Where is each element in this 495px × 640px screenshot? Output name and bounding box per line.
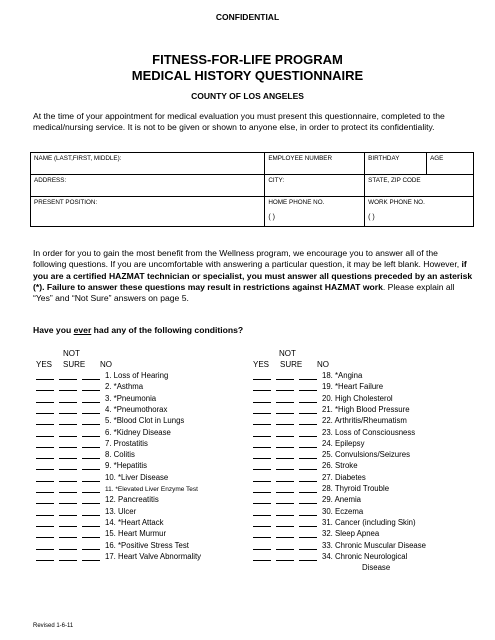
name-field[interactable]: NAME (LAST,FIRST, MIDDLE): [31, 153, 265, 175]
not-sure-answer-blank[interactable] [59, 542, 77, 550]
not-sure-answer-blank[interactable] [59, 429, 77, 437]
yes-answer-blank[interactable] [36, 451, 54, 459]
no-answer-blank[interactable] [82, 406, 100, 414]
no-answer-blank[interactable] [299, 417, 317, 425]
right-condition-row [253, 518, 416, 527]
right-condition-row [253, 484, 389, 493]
left-condition-row [36, 518, 164, 527]
left-yes-header: YES [36, 360, 53, 369]
left-condition-row [36, 371, 168, 380]
condition-label: Disease [362, 563, 391, 573]
not-sure-answer-blank[interactable] [276, 462, 294, 470]
home-phone-field[interactable]: HOME PHONE NO. ( ) [265, 197, 365, 227]
page-subtitle: MEDICAL HISTORY QUESTIONNAIRE [131, 68, 364, 83]
condition-label: 25. Convulsions/Seizures [322, 450, 410, 460]
condition-label: 34. Chronic Neurological [322, 551, 408, 561]
condition-label: 4. *Pneumothorax [105, 404, 168, 414]
condition-label: 19. *Heart Failure [322, 382, 384, 392]
revision-label: Revised 1-6-11 [33, 623, 74, 629]
left-condition-row [36, 541, 189, 550]
condition-label: 27. Diabetes [322, 472, 366, 482]
left-not-header: NOT [63, 349, 80, 358]
condition-label: 17. Heart Valve Abnormality [105, 551, 202, 561]
condition-label: 18. *Angina [322, 371, 363, 380]
left-sure-header: SURE [63, 360, 86, 369]
condition-label: 2. *Asthma [105, 382, 144, 392]
yes-answer-blank[interactable] [36, 508, 54, 516]
not-sure-answer-blank[interactable] [276, 451, 294, 459]
not-sure-answer-blank[interactable] [276, 485, 294, 493]
left-condition-row [36, 428, 171, 437]
condition-label: 30. Eczema [322, 506, 364, 516]
no-answer-blank[interactable] [299, 542, 317, 550]
yes-answer-blank[interactable] [253, 474, 271, 482]
not-sure-answer-blank[interactable] [59, 462, 77, 470]
condition-label: 23. Loss of Consciousness [322, 427, 416, 437]
left-condition-row [36, 416, 184, 425]
confidential-label: CONFIDENTIAL [215, 12, 280, 22]
no-answer-blank[interactable] [82, 429, 100, 437]
no-answer-blank[interactable] [82, 372, 100, 380]
left-condition-row [36, 529, 166, 538]
yes-answer-blank[interactable] [253, 395, 271, 403]
right-yes-header: YES [253, 360, 270, 369]
not-sure-answer-blank[interactable] [276, 542, 294, 550]
yes-answer-blank[interactable] [253, 462, 271, 470]
state-zip-field[interactable]: STATE, ZIP CODE [365, 175, 474, 197]
yes-answer-blank[interactable] [253, 383, 271, 391]
no-answer-blank[interactable] [299, 519, 317, 527]
not-sure-answer-blank[interactable] [276, 429, 294, 437]
yes-answer-blank[interactable] [253, 542, 271, 550]
right-condition-row [253, 541, 426, 550]
present-position-field[interactable]: PRESENT POSITION: [31, 197, 265, 227]
condition-label: 1. Loss of Hearing [105, 371, 169, 380]
right-condition-row [253, 416, 407, 425]
right-condition-row [253, 394, 393, 403]
no-answer-blank[interactable] [299, 553, 317, 561]
left-condition-row [36, 461, 147, 470]
right-condition-row [253, 473, 366, 482]
left-condition-row [36, 405, 167, 414]
left-condition-row [36, 473, 168, 482]
instructions-paragraph: In order for you to gain the most benefit from the Wellness program, we encourage you to answer all of the following questions. If you are uncomfortable with answering a particular question, it may be left blank. However, if you are a certified HAZMAT technician or specialist, you must answer all questions preceded by an asterisk (*). Failure to answer these questions may result in restrictions against HAZMAT work. Please explain all “Yes” and “Not Sure” answers on page 5. [33, 248, 473, 304]
not-sure-answer-blank[interactable] [59, 553, 77, 561]
not-sure-answer-blank[interactable] [59, 440, 77, 448]
not-sure-answer-blank[interactable] [276, 508, 294, 516]
yes-answer-blank[interactable] [253, 440, 271, 448]
not-sure-answer-blank[interactable] [59, 474, 77, 482]
not-sure-answer-blank[interactable] [59, 485, 77, 493]
yes-answer-blank[interactable] [36, 440, 54, 448]
yes-answer-blank[interactable] [36, 519, 54, 527]
right-sure-header: SURE [280, 360, 303, 369]
not-sure-answer-blank[interactable] [59, 451, 77, 459]
no-answer-blank[interactable] [82, 462, 100, 470]
condition-label: 11. *Elevated Liver Enzyme Test [105, 486, 198, 493]
not-sure-answer-blank[interactable] [59, 383, 77, 391]
right-condition-row [253, 529, 379, 538]
no-answer-blank[interactable] [82, 440, 100, 448]
birthday-field[interactable]: BIRTHDAY [365, 153, 427, 175]
no-answer-blank[interactable] [82, 508, 100, 516]
no-answer-blank[interactable] [82, 383, 100, 391]
no-answer-blank[interactable] [82, 519, 100, 527]
yes-answer-blank[interactable] [253, 406, 271, 414]
not-sure-answer-blank[interactable] [276, 519, 294, 527]
condition-label: 16. *Positive Stress Test [105, 540, 189, 550]
condition-label: 8. Colitis [105, 450, 135, 460]
right-condition-row [253, 439, 364, 448]
left-condition-row [36, 495, 159, 504]
no-answer-blank[interactable] [299, 508, 317, 516]
not-sure-answer-blank[interactable] [59, 406, 77, 414]
right-condition-row [253, 428, 415, 437]
condition-label: 21. *High Blood Pressure [322, 404, 410, 414]
yes-answer-blank[interactable] [36, 462, 54, 470]
not-sure-answer-blank[interactable] [59, 395, 77, 403]
yes-answer-blank[interactable] [36, 372, 54, 380]
not-sure-answer-blank[interactable] [59, 372, 77, 380]
no-answer-blank[interactable] [299, 406, 317, 414]
condition-label: 32. Sleep Apnea [322, 529, 380, 539]
not-sure-answer-blank[interactable] [276, 417, 294, 425]
condition-label: 6. *Kidney Disease [105, 427, 171, 437]
condition-label: 22. Arthritis/Rheumatism [322, 416, 407, 426]
no-answer-blank[interactable] [82, 474, 100, 482]
condition-label: 14. *Heart Attack [105, 517, 164, 527]
no-answer-blank[interactable] [299, 395, 317, 403]
yes-answer-blank[interactable] [253, 485, 271, 493]
yes-answer-blank[interactable] [36, 474, 54, 482]
age-field[interactable]: AGE [427, 153, 474, 175]
right-condition-row [253, 495, 361, 504]
no-answer-blank[interactable] [82, 496, 100, 504]
right-condition-row [253, 371, 362, 380]
yes-answer-blank[interactable] [36, 406, 54, 414]
conditions-question: Have you ever had any of the following conditions? [33, 325, 244, 335]
condition-label: 24. Epilepsy [322, 438, 365, 448]
not-sure-answer-blank[interactable] [276, 530, 294, 538]
not-sure-answer-blank[interactable] [276, 496, 294, 504]
no-answer-blank[interactable] [299, 474, 317, 482]
not-sure-answer-blank[interactable] [276, 383, 294, 391]
condition-label: 5. *Blood Clot in Lungs [105, 416, 185, 426]
right-condition-row [253, 382, 383, 391]
condition-label: 29. Anemia [322, 495, 362, 505]
condition-label: 26. Stroke [322, 461, 358, 471]
yes-answer-blank[interactable] [253, 429, 271, 437]
not-sure-answer-blank[interactable] [276, 553, 294, 561]
condition-label: 15. Heart Murmur [105, 529, 167, 539]
yes-answer-blank[interactable] [253, 451, 271, 459]
yes-answer-blank[interactable] [253, 496, 271, 504]
condition-label: 28. Thyroid Trouble [322, 484, 390, 493]
left-condition-row [36, 484, 198, 493]
right-condition-row [253, 552, 407, 561]
condition-label: 13. Ulcer [105, 506, 137, 516]
no-answer-blank[interactable] [82, 553, 100, 561]
not-sure-answer-blank[interactable] [276, 372, 294, 380]
left-condition-row [36, 507, 136, 516]
no-answer-blank[interactable] [299, 530, 317, 538]
employee-number-field[interactable]: EMPLOYEE NUMBER [265, 153, 365, 175]
no-answer-blank[interactable] [299, 451, 317, 459]
county-label: COUNTY OF LOS ANGELES [191, 91, 304, 101]
not-sure-answer-blank[interactable] [59, 508, 77, 516]
condition-label: 12. Pancreatitis [105, 495, 159, 505]
condition-label: 31. Cancer (including Skin) [322, 517, 416, 527]
address-field[interactable]: ADDRESS: [31, 175, 265, 197]
not-sure-answer-blank[interactable] [276, 440, 294, 448]
condition-label: 9. *Hepatitis [105, 461, 148, 471]
yes-answer-blank[interactable] [253, 372, 271, 380]
left-condition-row [36, 552, 201, 561]
left-condition-row [36, 394, 156, 403]
not-sure-answer-blank[interactable] [276, 474, 294, 482]
right-not-header: NOT [279, 349, 296, 358]
yes-answer-blank[interactable] [36, 383, 54, 391]
right-condition-row [253, 450, 410, 459]
left-condition-row [36, 450, 135, 459]
not-sure-answer-blank[interactable] [276, 406, 294, 414]
condition-label: 33. Chronic Muscular Disease [322, 540, 427, 550]
no-answer-blank[interactable] [299, 440, 317, 448]
no-answer-blank[interactable] [82, 395, 100, 403]
left-condition-row [36, 439, 148, 448]
yes-answer-blank[interactable] [253, 417, 271, 425]
no-answer-blank[interactable] [299, 462, 317, 470]
no-answer-blank[interactable] [82, 417, 100, 425]
condition-label: 20. High Cholesterol [322, 393, 393, 403]
not-sure-answer-blank[interactable] [276, 395, 294, 403]
right-condition-row [253, 461, 358, 470]
yes-answer-blank[interactable] [36, 485, 54, 493]
left-no-header: NO [100, 360, 112, 369]
not-sure-answer-blank[interactable] [59, 530, 77, 538]
intro-paragraph: At the time of your appointment for medical evaluation you must present this questionnaire, completed to the medical/nursing service. It is not to be given or shown to anyone else, in order to protect its confidentiality. [33, 111, 445, 133]
left-condition-row [36, 382, 143, 391]
page-title: FITNESS-FOR-LIFE PROGRAM [152, 52, 343, 67]
employee-info-table [30, 152, 474, 227]
condition-label: 3. *Pneumonia [105, 393, 157, 403]
yes-answer-blank[interactable] [36, 553, 54, 561]
no-answer-blank[interactable] [82, 542, 100, 550]
work-phone-field[interactable]: WORK PHONE NO. ( ) [365, 197, 474, 227]
no-answer-blank[interactable] [299, 429, 317, 437]
no-answer-blank[interactable] [82, 530, 100, 538]
yes-answer-blank[interactable] [36, 542, 54, 550]
no-answer-blank[interactable] [82, 451, 100, 459]
yes-answer-blank[interactable] [36, 496, 54, 504]
yes-answer-blank[interactable] [36, 417, 54, 425]
condition-label: 10. *Liver Disease [105, 472, 169, 482]
no-answer-blank[interactable] [82, 485, 100, 493]
right-condition-row [253, 405, 410, 414]
no-answer-blank[interactable] [299, 383, 317, 391]
right-no-header: NO [317, 360, 329, 369]
no-answer-blank[interactable] [299, 372, 317, 380]
not-sure-answer-blank[interactable] [59, 496, 77, 504]
not-sure-answer-blank[interactable] [59, 519, 77, 527]
yes-answer-blank[interactable] [36, 429, 54, 437]
yes-answer-blank[interactable] [253, 530, 271, 538]
no-answer-blank[interactable] [299, 496, 317, 504]
condition-label: 7. Prostatitis [105, 438, 148, 448]
yes-answer-blank[interactable] [253, 508, 271, 516]
not-sure-answer-blank[interactable] [59, 417, 77, 425]
yes-answer-blank[interactable] [253, 553, 271, 561]
no-answer-blank[interactable] [299, 485, 317, 493]
right-condition-row [253, 507, 363, 516]
right-condition-row [362, 563, 390, 572]
yes-answer-blank[interactable] [253, 519, 271, 527]
yes-answer-blank[interactable] [36, 395, 54, 403]
yes-answer-blank[interactable] [36, 530, 54, 538]
city-field[interactable]: CITY: [265, 175, 365, 197]
